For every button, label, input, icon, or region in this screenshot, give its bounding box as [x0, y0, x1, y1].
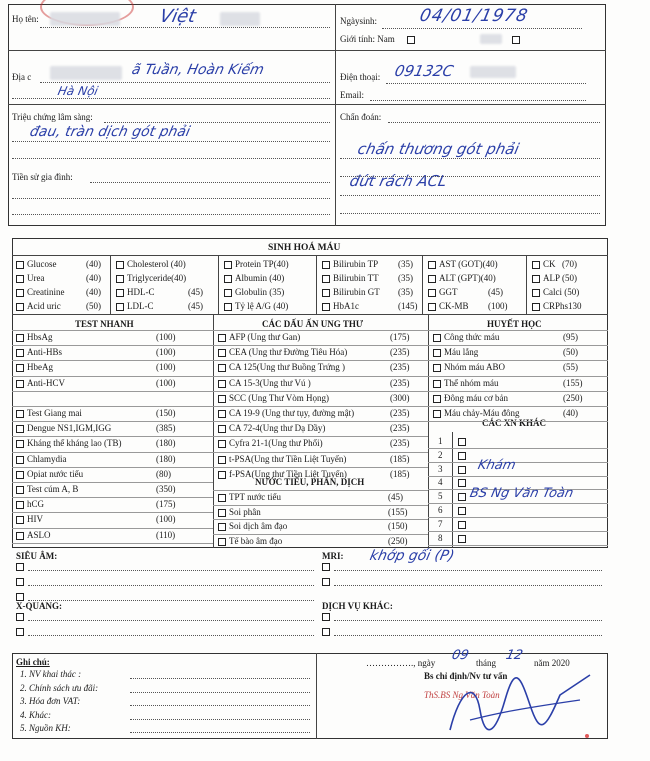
- ut-1-label: CEA (Ung thư Đường Tiêu Hóa): [229, 347, 348, 358]
- note-3: 3. Hóa đơn VAT:: [20, 696, 81, 706]
- sh-0-0-label: Glucose: [27, 259, 57, 269]
- hh-3-label: Thể nhóm máu: [444, 377, 499, 388]
- nt-3-checkbox[interactable]: [218, 538, 226, 546]
- redacted-name: [50, 12, 120, 26]
- nt-3-label: Tế bào âm đạo: [229, 535, 283, 546]
- signature-image: [440, 670, 600, 740]
- nt-2-checkbox[interactable]: [218, 523, 226, 531]
- mri-dichvu-checkbox-1[interactable]: [322, 578, 330, 586]
- hh-4-checkbox[interactable]: [433, 395, 441, 403]
- sh-2-5-label: Calci (50): [543, 287, 580, 297]
- tn-10-label: Test cúm A, B: [27, 484, 79, 494]
- sh-1-3-checkbox[interactable]: [322, 275, 330, 283]
- tn-11-checkbox[interactable]: [16, 501, 24, 509]
- hh-1-price: (50): [563, 347, 578, 358]
- xn-khac-number-6: 6: [438, 505, 443, 515]
- hh-5-price: (40): [563, 408, 578, 418]
- sh-1-5-label: ALP: [543, 273, 561, 283]
- tn-0-label: HbsAg: [27, 332, 53, 342]
- sh-0-2-checkbox[interactable]: [224, 261, 232, 269]
- email-label: Email:: [340, 90, 364, 100]
- nt-0-checkbox[interactable]: [218, 494, 226, 502]
- chan-doan-value-2: đứt rách ACL: [348, 172, 449, 190]
- note-2: 2. Chính sách ưu đãi:: [20, 682, 99, 693]
- gioi-tinh-label: Giới tính: Nam: [340, 34, 395, 44]
- tn-7-price: (180): [156, 438, 176, 449]
- ut-9-price: (185): [390, 468, 410, 479]
- tn-13-label: ASLO: [27, 529, 51, 540]
- sh-0-5-price: (70): [562, 259, 577, 269]
- signature-stamp-name: ThS.BS Ng Văn Toàn: [424, 690, 500, 700]
- hh-0-price: (95): [563, 332, 578, 342]
- xn-khac-title: CÁC XN KHÁC: [482, 418, 546, 428]
- tn-11-price: (175): [156, 499, 176, 510]
- sh-0-3-price: (35): [398, 259, 413, 269]
- sieu-am-xquang-checkbox-4[interactable]: [16, 628, 24, 636]
- dich-vu-label: DỊCH VỤ KHÁC:: [322, 601, 393, 611]
- xn-khac-checkbox-6[interactable]: [458, 507, 466, 515]
- sh-1-5-price: (50): [562, 273, 577, 283]
- sh-3-1-checkbox[interactable]: [116, 303, 124, 311]
- tn-3-checkbox[interactable]: [16, 380, 24, 388]
- ut-5-checkbox[interactable]: [218, 410, 226, 418]
- sh-0-1-checkbox[interactable]: [116, 261, 124, 269]
- dia-chi-value-2: Hà Nội: [56, 84, 100, 98]
- sh-2-0-label: Creatinine: [27, 287, 65, 297]
- sh-2-5-checkbox[interactable]: [532, 289, 540, 297]
- ut-3-label: CA 15-3(Ung thư Vú ): [229, 377, 311, 388]
- ut-7-label: Cyfra 21-1(Ung thư Phổi): [229, 438, 323, 449]
- tn-9-label: Opiat nước tiểu: [27, 468, 84, 479]
- tn-12-label: HIV: [27, 514, 43, 525]
- ut-6-label: CA 72-4(Ung thư Dạ Dầy): [229, 423, 326, 434]
- test-nhanh-title: TEST NHANH: [75, 319, 134, 329]
- ut-3-price: (235): [390, 377, 410, 388]
- xn-khac-handwriting-2: BS Ng Văn Toàn: [468, 486, 575, 501]
- nt-1-price: (155): [388, 506, 408, 517]
- xn-khac-checkbox-4[interactable]: [458, 479, 466, 487]
- hh-2-label: Nhóm máu ABO: [444, 362, 506, 373]
- tn-0-checkbox[interactable]: [16, 334, 24, 342]
- gender-female-checkbox[interactable]: [512, 36, 520, 44]
- ut-8-checkbox[interactable]: [218, 456, 226, 464]
- sh-3-4-price: (100): [488, 301, 508, 311]
- tn-12-checkbox[interactable]: [16, 516, 24, 524]
- ut-3-checkbox[interactable]: [218, 380, 226, 388]
- tn-8-label: Chlamydia: [27, 453, 67, 464]
- sh-3-1-price: (45): [188, 301, 203, 311]
- hh-2-checkbox[interactable]: [433, 364, 441, 372]
- tien-su-label: Tiền sử gia đình:: [12, 172, 73, 182]
- tn-8-price: (180): [156, 453, 176, 464]
- sh-3-0-label: Acid uric: [27, 301, 61, 311]
- sh-2-2-label: Globulin (35): [235, 287, 285, 297]
- sh-0-4-label: AST (GOT)(40): [439, 259, 498, 269]
- sh-3-2-label: Tỷ lệ A/G (40): [235, 301, 289, 311]
- ut-5-price: (235): [390, 408, 410, 418]
- xn-khac-number-2: 2: [438, 449, 443, 460]
- hh-0-label: Công thức máu: [444, 332, 500, 342]
- sh-2-4-checkbox[interactable]: [428, 289, 436, 297]
- chan-doan-label: Chẩn đoán:: [340, 112, 382, 122]
- tn-13-checkbox[interactable]: [16, 532, 24, 540]
- ut-1-price: (235): [390, 347, 410, 358]
- sh-3-3-label: HbA1c: [333, 301, 359, 311]
- sh-3-0-checkbox[interactable]: [16, 303, 24, 311]
- ghi-chu-label: Ghi chú:: [16, 657, 50, 667]
- ho-ten-label: Họ tên:: [12, 14, 39, 24]
- sh-1-1-label: Triglyceride(40): [127, 273, 187, 283]
- sh-1-2-checkbox[interactable]: [224, 275, 232, 283]
- sh-0-4-checkbox[interactable]: [428, 261, 436, 269]
- nt-3-price: (250): [388, 535, 408, 546]
- date-prefix: ……………., ngày: [366, 658, 436, 668]
- nt-2-label: Soi dịch âm đạo: [229, 521, 288, 531]
- redacted-phone: [470, 66, 516, 78]
- date-month: 12: [504, 648, 525, 663]
- dien-thoai-label: Điện thoại:: [340, 72, 381, 82]
- mri-dichvu-checkbox-2[interactable]: [322, 613, 330, 621]
- ut-4-label: SCC (Ung Thư Vòm Họng): [229, 392, 330, 403]
- sh-2-1-price: (45): [188, 287, 203, 297]
- sh-3-3-price: (145): [398, 301, 418, 311]
- ut-4-price: (300): [390, 392, 410, 403]
- sh-0-3-checkbox[interactable]: [322, 261, 330, 269]
- tn-2-price: (100): [156, 362, 176, 373]
- nuoc-tieu-title: NƯỚC TIỂU, PHÂN, DỊCH: [255, 477, 365, 487]
- tn-3-price: (100): [156, 377, 176, 388]
- ut-5-label: CA 19-9 (Ung thư tụy, đường mật): [229, 408, 355, 418]
- sh-3-4-checkbox[interactable]: [428, 303, 436, 311]
- dien-thoai-value: 09132C: [393, 62, 456, 80]
- bs-chi-dinh: Bs chỉ định/Nv tư vấn: [424, 671, 508, 681]
- sh-0-0-price: (40): [86, 259, 101, 269]
- date-thang: tháng: [476, 658, 496, 668]
- mri-dichvu-checkbox-3[interactable]: [322, 628, 330, 636]
- xn-khac-checkbox-1[interactable]: [458, 438, 466, 446]
- sh-1-5-checkbox[interactable]: [532, 275, 540, 283]
- sinh-hoa-title: SINH HOÁ MÁU: [268, 243, 341, 253]
- sh-3-4-label: CK-MB: [439, 301, 469, 311]
- tn-10-price: (350): [156, 484, 176, 494]
- ut-7-price: (235): [390, 438, 410, 449]
- gender-male-checkbox[interactable]: [407, 36, 415, 44]
- tn-12-price: (100): [156, 514, 176, 525]
- sh-3-5-checkbox[interactable]: [532, 303, 540, 311]
- trieu-chung-value: đau, tràn dịch gót phải: [28, 124, 192, 140]
- xn-khac-number-7: 7: [438, 518, 443, 529]
- sh-1-3-label: Bilirubin TT: [333, 273, 379, 283]
- ung-thu-title: CÁC DẤU ẤN UNG THƯ: [262, 319, 363, 329]
- redacted-address: [50, 66, 122, 80]
- xn-khac-handwriting-1: Khám: [476, 458, 518, 473]
- redacted-name-2: [220, 12, 260, 26]
- trieu-chung-label: Triệu chứng lâm sàng:: [12, 112, 93, 122]
- sh-3-1-label: LDL-C: [127, 301, 154, 311]
- tn-6-label: Dengue NS1,IGM,IGG: [27, 423, 112, 434]
- hh-0-checkbox[interactable]: [433, 334, 441, 342]
- nt-0-label: TPT nước tiểu: [229, 492, 281, 502]
- hh-4-price: (250): [563, 392, 583, 403]
- sieu-am-xquang-checkbox-2[interactable]: [16, 593, 24, 601]
- tn-7-label: Kháng thể kháng lao (TB): [27, 438, 122, 449]
- hh-3-price: (155): [563, 377, 583, 388]
- mri-dichvu-checkbox-0[interactable]: [322, 563, 330, 571]
- tn-7-checkbox[interactable]: [16, 440, 24, 448]
- ut-2-label: CA 125(Ung thư Buồng Trứng ): [229, 362, 346, 373]
- mri-label: MRI:: [322, 551, 344, 561]
- ut-9-checkbox[interactable]: [218, 471, 226, 479]
- hh-5-checkbox[interactable]: [433, 410, 441, 418]
- sieu-am-xquang-checkbox-1[interactable]: [16, 578, 24, 586]
- tn-8-checkbox[interactable]: [16, 456, 24, 464]
- date-day: 09: [450, 648, 471, 663]
- tn-6-checkbox[interactable]: [16, 425, 24, 433]
- xn-khac-checkbox-8[interactable]: [458, 535, 466, 543]
- tn-6-price: (385): [156, 423, 176, 434]
- ut-1-checkbox[interactable]: [218, 349, 226, 357]
- nt-1-label: Soi phân: [229, 506, 261, 517]
- ut-6-checkbox[interactable]: [218, 425, 226, 433]
- nt-1-checkbox[interactable]: [218, 509, 226, 517]
- hh-2-price: (55): [563, 362, 578, 373]
- ut-8-price: (185): [390, 453, 410, 464]
- red-dot: [585, 734, 589, 738]
- xn-khac-checkbox-2[interactable]: [458, 452, 466, 460]
- sh-0-0-checkbox[interactable]: [16, 261, 24, 269]
- sh-1-0-label: Urea: [27, 273, 45, 283]
- xn-khac-number-1: 1: [438, 436, 443, 446]
- sh-3-0-price: (50): [86, 301, 101, 311]
- ut-6-price: (235): [390, 423, 410, 434]
- sh-0-5-checkbox[interactable]: [532, 261, 540, 269]
- ut-4-checkbox[interactable]: [218, 395, 226, 403]
- ut-8-label: t-PSA(Ung thư Tiền Liệt Tuyến): [229, 453, 347, 464]
- sh-2-1-checkbox[interactable]: [116, 289, 124, 297]
- date-year: năm 2020: [534, 658, 570, 668]
- sh-1-4-checkbox[interactable]: [428, 275, 436, 283]
- x-quang-label: X-QUANG:: [16, 601, 62, 611]
- sh-3-2-checkbox[interactable]: [224, 303, 232, 311]
- chan-doan-value-1: chấn thương gót phải: [356, 140, 521, 158]
- ngay-sinh-label: Ngàysinh:: [340, 16, 377, 26]
- sh-2-3-checkbox[interactable]: [322, 289, 330, 297]
- ho-ten-value: Việt: [157, 6, 198, 27]
- sh-3-3-checkbox[interactable]: [322, 303, 330, 311]
- sh-0-5-label: CK: [543, 259, 556, 269]
- ut-0-price: (175): [390, 332, 410, 342]
- tn-9-price: (80): [156, 468, 171, 479]
- sh-3-5-label: CRPhs130: [543, 301, 582, 311]
- sh-2-0-checkbox[interactable]: [16, 289, 24, 297]
- xn-khac-checkbox-3[interactable]: [458, 466, 466, 474]
- sh-2-0-price: (40): [86, 287, 101, 297]
- sieu-am-xquang-checkbox-0[interactable]: [16, 563, 24, 571]
- nt-2-price: (150): [388, 521, 408, 531]
- sh-0-2-label: Protein TP(40): [235, 259, 289, 269]
- hh-4-label: Đông máu cơ bản: [444, 392, 508, 403]
- sh-2-3-label: Bilirubin GT: [333, 287, 380, 297]
- redacted-gender: [480, 34, 502, 44]
- sh-2-2-checkbox[interactable]: [224, 289, 232, 297]
- sh-2-4-price: (45): [488, 287, 503, 297]
- note-1: 1. NV khai thác :: [20, 669, 82, 679]
- sieu-am-label: SIÊU ÂM:: [16, 551, 58, 561]
- hh-5-label: Máu chảy-Máu đông: [444, 408, 520, 418]
- xn-khac-number-4: 4: [438, 477, 443, 488]
- tn-5-checkbox[interactable]: [16, 410, 24, 418]
- ut-7-checkbox[interactable]: [218, 440, 226, 448]
- hh-1-checkbox[interactable]: [433, 349, 441, 357]
- tn-5-price: (150): [156, 408, 176, 418]
- ut-2-checkbox[interactable]: [218, 364, 226, 372]
- mri-value: khớp gối (P): [368, 548, 456, 564]
- ut-2-price: (235): [390, 362, 410, 373]
- dia-chi-label: Địa c: [12, 72, 32, 82]
- sh-1-0-checkbox[interactable]: [16, 275, 24, 283]
- xn-khac-checkbox-7[interactable]: [458, 521, 466, 529]
- sh-2-4-label: GGT: [439, 287, 458, 297]
- sh-1-0-price: (40): [86, 273, 101, 283]
- tn-3-label: Anti-HCV: [27, 377, 65, 388]
- sh-0-1-label: Cholesterol (40): [127, 259, 186, 269]
- note-5: 5. Nguồn KH:: [20, 723, 71, 733]
- tn-10-checkbox[interactable]: [16, 486, 24, 494]
- sh-2-3-price: (35): [398, 287, 413, 297]
- xn-khac-checkbox-5[interactable]: [458, 493, 466, 501]
- tn-1-price: (100): [156, 347, 176, 358]
- sh-2-1-label: HDL-C: [127, 287, 155, 297]
- tn-5-label: Test Giang mai: [27, 408, 82, 418]
- huyet-hoc-title: HUYẾT HỌC: [487, 319, 542, 329]
- sh-1-1-checkbox[interactable]: [116, 275, 124, 283]
- tn-0-price: (100): [156, 332, 176, 342]
- xn-khac-number-5: 5: [438, 491, 443, 502]
- tn-13-price: (110): [156, 529, 176, 540]
- tn-2-checkbox[interactable]: [16, 364, 24, 372]
- ngay-sinh-value: 04/01/1978: [417, 6, 531, 26]
- nt-0-price: (45): [388, 492, 403, 502]
- note-4: 4. Khác:: [20, 709, 51, 720]
- sh-1-2-label: Albumin (40): [235, 273, 285, 283]
- ut-9-label: f-PSA(Ung thư Tiền Liệt Tuyến): [229, 468, 347, 479]
- ut-0-label: AFP (Ung thư Gan): [229, 332, 301, 342]
- xn-khac-number-8: 8: [438, 532, 443, 543]
- ut-0-checkbox[interactable]: [218, 334, 226, 342]
- tn-9-checkbox[interactable]: [16, 471, 24, 479]
- tn-1-checkbox[interactable]: [16, 349, 24, 357]
- sh-0-3-label: Bilirubin TP: [333, 259, 379, 269]
- sh-1-4-label: ALT (GPT)(40): [439, 273, 496, 283]
- hh-1-label: Máu lắng: [444, 347, 479, 358]
- dia-chi-value: ã Tuần, Hoàn Kiếm: [130, 62, 266, 78]
- sh-1-3-price: (35): [398, 273, 413, 283]
- tn-1-label: Anti-HBs: [27, 347, 63, 358]
- hh-3-checkbox[interactable]: [433, 380, 441, 388]
- xn-khac-number-3: 3: [438, 463, 443, 474]
- sieu-am-xquang-checkbox-3[interactable]: [16, 613, 24, 621]
- tn-2-label: HbeAg: [27, 362, 53, 373]
- tn-11-label: hCG: [27, 499, 45, 510]
